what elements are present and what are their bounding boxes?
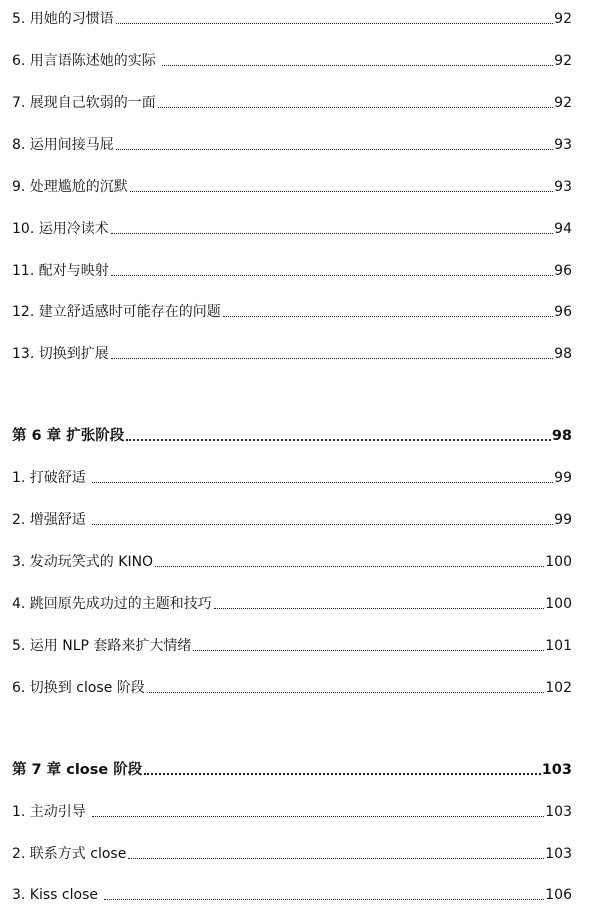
toc-entry <box>12 88 572 112</box>
dot-leader <box>126 438 551 441</box>
toc-entry-title: 9. 处理尴尬的沉默 <box>12 179 128 195</box>
dot-leader <box>92 481 553 483</box>
toc-entry <box>12 297 572 321</box>
toc-entry <box>12 589 572 613</box>
toc-entry-page: 93 <box>554 179 572 195</box>
dot-leader <box>128 857 544 859</box>
toc-entry-page: 103 <box>545 846 572 862</box>
toc-entry-page: 106 <box>545 887 572 903</box>
toc-entry <box>12 880 572 904</box>
dot-leader <box>147 691 544 693</box>
toc-entry <box>12 547 572 571</box>
toc-entry-title: 5. 运用 NLP 套路来扩大情绪 <box>12 638 192 654</box>
toc-entry-title: 8. 运用间接马屁 <box>12 137 114 153</box>
toc-entry-title: 13. 切换到扩展 <box>12 346 109 362</box>
toc-entry-page: 100 <box>545 554 572 570</box>
toc-entry-page: 94 <box>554 221 572 237</box>
toc-entry <box>12 172 572 196</box>
dot-leader <box>92 815 544 817</box>
toc-entry <box>12 256 572 280</box>
toc-chapter-title: 第 6 章 扩张阶段 <box>12 428 125 444</box>
toc-entry-title: 4. 跳回原先成功过的主题和技巧 <box>12 596 212 612</box>
toc-entry <box>12 130 572 154</box>
dot-leader <box>130 190 553 192</box>
toc-entry-title: 6. 切换到 close 阶段 <box>12 680 145 696</box>
dot-leader <box>144 772 540 775</box>
dot-leader <box>111 357 553 359</box>
dot-leader <box>111 232 553 234</box>
dot-leader <box>111 274 553 276</box>
dot-leader <box>92 523 553 525</box>
toc-entry-title: 1. 打破舒适 <box>12 470 91 486</box>
toc-chapter-heading <box>12 421 572 445</box>
dot-leader <box>158 106 553 108</box>
toc-entry-page: 101 <box>545 638 572 654</box>
dot-leader <box>162 64 553 66</box>
toc-entry <box>12 214 572 238</box>
toc-entry-page: 103 <box>545 804 572 820</box>
toc-entry <box>12 4 572 28</box>
toc-chapter-heading <box>12 755 572 779</box>
toc-entry <box>12 673 572 697</box>
toc-chapter-page: 103 <box>541 762 572 778</box>
toc-entry-page: 93 <box>554 137 572 153</box>
dot-leader <box>193 649 544 651</box>
toc-entry <box>12 797 572 821</box>
toc-chapter-page: 98 <box>551 428 572 444</box>
dot-leader <box>223 315 553 317</box>
toc-entry-title: 12. 建立舒适感时可能存在的问题 <box>12 304 221 320</box>
toc-entry-title: 2. 联系方式 close <box>12 846 127 862</box>
toc-entry-title: 1. 主动引导 <box>12 804 91 820</box>
toc-entry <box>12 463 572 487</box>
toc-entry <box>12 839 572 863</box>
toc-entry-page: 96 <box>554 263 572 279</box>
toc-entry-title: 11. 配对与映射 <box>12 263 109 279</box>
dot-leader <box>104 898 544 900</box>
toc-entry-title: 3. Kiss close <box>12 887 103 903</box>
toc-entry-title: 3. 发动玩笑式的 KINO <box>12 554 154 570</box>
toc-entry-page: 92 <box>554 95 572 111</box>
toc-entry-page: 92 <box>554 11 572 27</box>
toc-entry-page: 92 <box>554 53 572 69</box>
toc-entry-title: 2. 增强舒适 <box>12 512 91 528</box>
toc-entry-title: 5. 用她的习惯语 <box>12 11 114 27</box>
toc-entry-page: 99 <box>554 512 572 528</box>
toc-entry <box>12 631 572 655</box>
toc-entry-title: 6. 用言语陈述她的实际 <box>12 53 161 69</box>
toc-entry-page: 100 <box>545 596 572 612</box>
toc-entry-title: 10. 运用冷读术 <box>12 221 109 237</box>
toc-entry <box>12 339 572 363</box>
toc-entry-page: 99 <box>554 470 572 486</box>
dot-leader <box>116 148 553 150</box>
toc-entry-page: 102 <box>545 680 572 696</box>
dot-leader <box>214 607 544 609</box>
toc-entry-title: 7. 展现自己软弱的一面 <box>12 95 156 111</box>
toc-chapter-title: 第 7 章 close 阶段 <box>12 762 143 778</box>
toc-entry-page: 98 <box>554 346 572 362</box>
dot-leader <box>155 565 544 567</box>
toc-entry <box>12 505 572 529</box>
dot-leader <box>116 22 553 24</box>
toc-entry <box>12 46 572 70</box>
toc-entry-page: 96 <box>554 304 572 320</box>
